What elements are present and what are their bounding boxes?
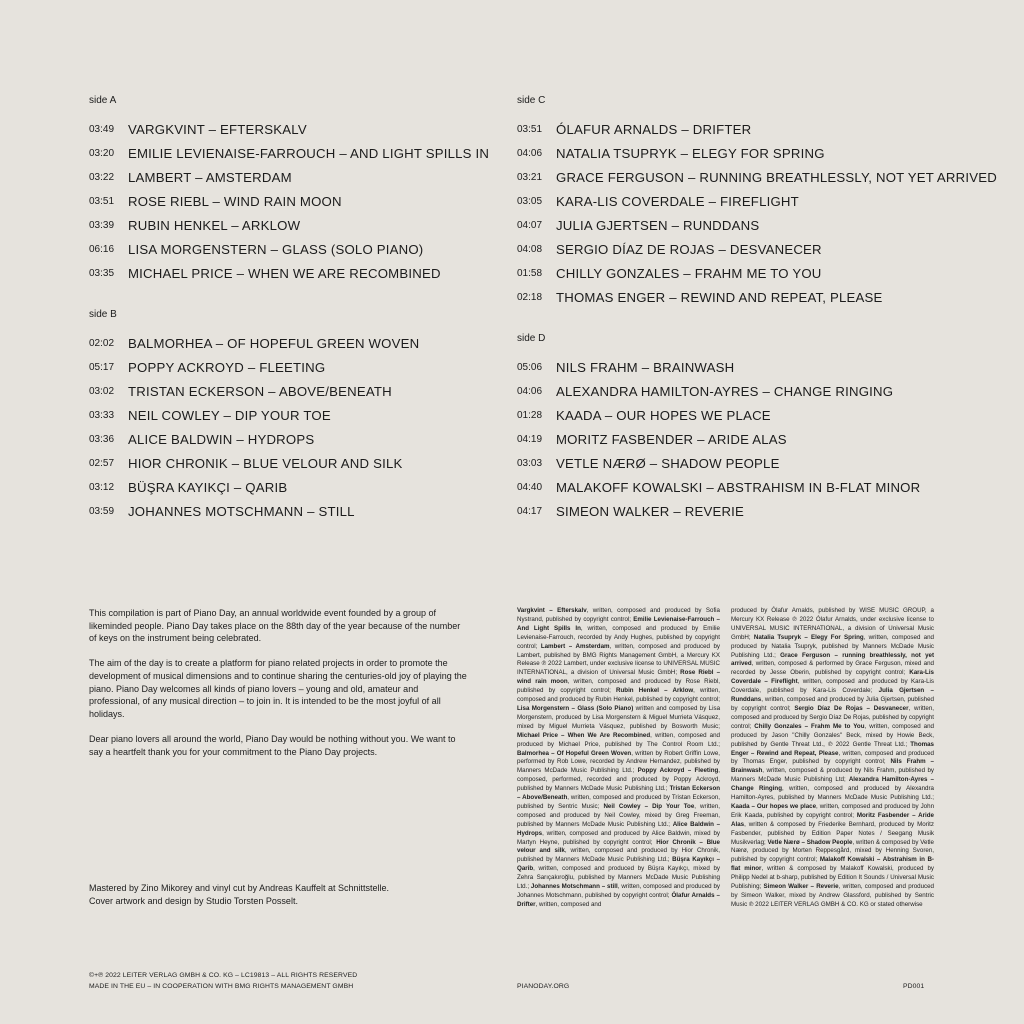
track-row	[89, 427, 519, 451]
credit-details: , written, composed and produced by Neil Cowley, mixed by Greg Freeman, published by Manners McDade Music Publishing Ltd.;	[517, 802, 720, 828]
track-duration: 03:59	[89, 505, 115, 517]
track-row	[517, 379, 947, 403]
track-title: MICHAEL PRICE – WHEN WE ARE RECOMBINED	[128, 265, 441, 281]
credit-details: , written, composed and produced by Julia Gjertsen, published by copyright control;	[731, 696, 934, 712]
credit-details: , written, composed and produced by Kara-Lis Coverdale, published by Kara-Lis Coverdale;	[731, 678, 934, 695]
design-line: Cover artwork and design by Studio Torsten Posselt.	[89, 895, 298, 906]
track-row	[517, 451, 947, 475]
track-title: BALMORHEA – OF HOPEFUL GREEN WOVEN	[128, 335, 420, 351]
credit-details: , written, composed and produced by Sofia Nystrand, published by copyright control;	[517, 607, 720, 623]
track-row	[517, 189, 1017, 213]
credit-track-name: Julia Gjertsen – Runddans	[731, 687, 934, 704]
credit-track-name: Neil Cowley – Dip Your Toe	[603, 802, 695, 810]
credit-details: , written, composed and produced by Michael Price, published by The Control Room Ltd.;	[517, 731, 720, 748]
credit-details: , written, composed and produced by Thomas Enger, published by copyright control;	[731, 749, 934, 766]
credit-track-name: Emilie Levienaise-Farrouch – And Light Spills In	[517, 615, 720, 632]
side-label: side B	[89, 309, 117, 320]
track-title: BÜŞRA KAYIKÇI – QARIB	[128, 479, 288, 495]
side-d-tracklist	[517, 333, 947, 523]
credit-details: , written, composed and produced by Rubin Henkel, published by copyright control;	[517, 687, 720, 704]
credit-details: , written, composed and produced by Sergio Díaz De Rojas, published by copyright control;	[731, 704, 934, 730]
track-duration: 03:02	[89, 385, 115, 397]
credit-details: , written, composed and produced by Emilie Levienaise-Farrouch, recorded by Andy Hughes, published by copyright control;	[517, 624, 720, 650]
credit-details: written and composed by Lisa Morgenstern, produced by Lisa Morgenstern & Miguel Murrieta Vásquez, mixed by Miguel Murrieta Vásquez, published by Bosworth Music;	[517, 704, 721, 730]
track-row	[89, 355, 519, 379]
track-duration: 03:36	[89, 433, 115, 445]
credit-track-name: Kaada – Our hopes we place	[731, 802, 817, 810]
track-duration: 06:16	[89, 243, 115, 255]
side-c-tracklist	[517, 95, 1017, 309]
track-duration: 02:02	[89, 337, 115, 349]
mastering-line: Mastered by Zino Mikorey and vinyl cut by Andreas Kauffelt at Schnittstelle.	[89, 883, 389, 893]
track-row	[89, 165, 519, 189]
track-duration: 05:06	[517, 361, 543, 373]
track-title: EMILIE LEVIENAISE-FARROUCH – AND LIGHT SPILLS IN	[128, 145, 490, 161]
track-title: ÓLAFUR ARNALDS – DRIFTER	[556, 121, 752, 137]
track-row	[89, 475, 519, 499]
credit-details: , written, composed and produced by Büşra Kayıkçı, mixed by Zehra Sarıçakıroğlu, published by Manners McDade Music Publishing Ltd.;	[517, 865, 720, 891]
intro-paragraph: Dear piano lovers all around the world, Piano Day would be nothing without you. We want to say a heartfelt thank you for your commitment to the Piano Day projects.	[89, 733, 456, 757]
credit-track-name: Moritz Fasbender – Aride Alas	[731, 811, 934, 828]
track-row	[517, 403, 947, 427]
track-duration: 02:18	[517, 291, 543, 303]
track-title: VARGKVINT – EFTERSKALV	[128, 121, 307, 137]
website-label: PIANODAY.ORG	[517, 983, 570, 990]
credit-details: , written, composed and produced by Natalia Tsupryk, published by Manners McDade Music Publishing Ltd.;	[731, 633, 934, 659]
track-duration: 03:49	[89, 123, 115, 135]
track-row	[89, 331, 519, 355]
credit-track-name: Balmorhea – Of Hopeful Green Woven	[517, 749, 632, 757]
credit-details: , written, composed and produced by Alice Baldwin, mixed by Martyn Heyne, published by copyright control;	[517, 829, 720, 846]
track-row	[517, 355, 947, 379]
track-title: LAMBERT – AMSTERDAM	[128, 169, 292, 185]
credit-track-name: Vargkvint – Efterskalv	[517, 607, 587, 614]
credit-details: , written, composed and produced by Alexandra Hamilton-Ayres, published by Manners McDade Music Publishing Ltd.;	[731, 785, 934, 802]
track-row	[89, 379, 519, 403]
side-label: side D	[517, 333, 546, 344]
track-duration: 04:40	[517, 481, 543, 493]
track-row	[89, 237, 519, 261]
track-duration: 04:06	[517, 147, 543, 159]
track-row	[89, 403, 519, 427]
track-title: ALEXANDRA HAMILTON-AYRES – CHANGE RINGING	[556, 383, 894, 399]
intro-paragraph: The aim of the day is to create a platform for piano related projects in order to promote the development of musical dimensions and to continue sharing the centuries-old joy of playing the piano. Piano Day welcomes all kinds of piano lovers – young and old, amateur and professional, of any musical direction – to join in. It is intended to be the most joyful of all holidays.	[89, 658, 467, 719]
track-duration: 03:03	[517, 457, 543, 469]
track-title: MALAKOFF KOWALSKI – ABSTRAHISM IN B-FLAT MINOR	[556, 479, 921, 495]
track-duration: 04:17	[517, 505, 543, 517]
credits-column-left	[517, 607, 720, 910]
mastering-credits	[89, 882, 469, 907]
credit-details: , written, composed and produced by Simeon Walker, mixed by Andrew Glassford, published by Sentric Music ℗ 2022 LEITER VERLAG GMBH & CO. KG or stated otherwise	[731, 883, 934, 908]
credit-track-name: Lambert – Amsterdam	[540, 642, 610, 650]
credit-track-name: Nils Frahm – Brainwash	[731, 758, 934, 775]
track-duration: 01:58	[517, 267, 543, 279]
track-row	[517, 285, 1017, 309]
credit-track-name: Simeon Walker – Reverie	[763, 883, 839, 891]
track-title: RUBIN HENKEL – ARKLOW	[128, 217, 301, 233]
credit-track-name: Lisa Morgenstern – Glass (Solo Piano)	[517, 704, 634, 712]
track-duration: 05:17	[89, 361, 115, 373]
track-duration: 03:33	[89, 409, 115, 421]
copyright-line: ©+℗ 2022 LEITER VERLAG GMBH & CO. KG – LC19813 – ALL RIGHTS RESERVED	[89, 972, 358, 979]
credit-details: produced by Ólafur Arnalds, published by WISE MUSIC GROUP, a Mercury KX Release ℗ 2022 Ólafur Arnalds, under exclusive license to UNIVERSAL MUSIC INTERNATIONAL, a division of Universal Music GmbH;	[731, 607, 934, 641]
track-title: LISA MORGENSTERN – GLASS (SOLO PIANO)	[128, 241, 424, 257]
credit-track-name: Malakoff Kowalski – Abstrahism in B-flat minor	[731, 856, 934, 873]
track-duration: 03:05	[517, 195, 543, 207]
credit-details: , written, composed and produced by Lambert, published by BMG Rights Management GmbH, a Mercury KX Release ℗ 2022 Lambert, under exclusive license to UNIVERSAL MUSIC INTERNATIONAL, a division of Universal Music GmbH;	[517, 642, 721, 677]
track-duration: 03:51	[517, 123, 543, 135]
track-row	[89, 189, 519, 213]
credit-details: , written, composed and	[535, 900, 602, 908]
credit-track-name: Thomas Enger – Rewind and Repeat, Please	[731, 740, 934, 757]
track-row	[89, 141, 519, 165]
track-title: CHILLY GONZALES – FRAHM ME TO YOU	[556, 265, 822, 281]
track-row	[89, 499, 519, 523]
credit-track-name: Johannes Motschmann – still	[530, 883, 618, 891]
credit-track-name: Alice Baldwin – Hydrops	[517, 820, 721, 837]
made-in-line: MADE IN THE EU – IN COOPERATION WITH BMG RIGHTS MANAGEMENT GMBH	[89, 983, 354, 990]
credit-track-name: Chilly Gonzales – Frahm Me to You	[754, 722, 865, 730]
credit-details: , written, composed and produced by Rose Riebl, published by copyright control;	[517, 678, 721, 695]
credit-track-name: Rubin Henkel – Arklow	[616, 687, 694, 695]
track-row	[517, 141, 1017, 165]
track-row	[517, 165, 1017, 189]
track-duration: 03:22	[89, 171, 115, 183]
track-row	[517, 261, 1017, 285]
credit-track-name: Kara-Lis Coverdale – Fireflight	[731, 669, 934, 686]
track-duration: 03:35	[89, 267, 115, 279]
track-title: ALICE BALDWIN – HYDROPS	[128, 431, 315, 447]
track-title: MORITZ FASBENDER – ARIDE ALAS	[556, 431, 787, 447]
credit-track-name: Sergio Díaz De Rojas – Desvanecer	[794, 704, 909, 712]
track-duration: 04:06	[517, 385, 543, 397]
track-duration: 03:39	[89, 219, 115, 231]
credit-track-name: Alexandra Hamilton-Ayres – Change Ringing	[731, 776, 934, 793]
track-row	[89, 117, 519, 141]
track-row	[517, 499, 947, 523]
track-title: SIMEON WALKER – REVERIE	[556, 503, 745, 519]
track-row	[517, 475, 947, 499]
credit-details: , written by Robert Griffin Lowe, performed by Rob Lowe, recorded by Andrew Hernandez, published by Manners McDade Music Publishing Ltd.;	[517, 749, 720, 775]
track-duration: 03:51	[89, 195, 115, 207]
credit-details: , written, composed & performed by Grace Ferguson, mixed and recorded by Jesse Oberin, published by copyright control;	[731, 660, 934, 677]
track-duration: 02:57	[89, 457, 115, 469]
credit-track-name: Ólafur Arnalds – Drifter	[517, 892, 720, 908]
side-label: side A	[89, 95, 117, 106]
track-title: NATALIA TSUPRYK – ELEGY FOR SPRING	[556, 145, 825, 161]
track-duration: 03:21	[517, 171, 543, 183]
credit-track-name: Natalia Tsupryk – Elegy For Spring	[753, 633, 864, 641]
track-row	[89, 451, 519, 475]
track-title: TRISTAN ECKERSON – ABOVE/BENEATH	[128, 383, 392, 399]
track-row	[89, 213, 519, 237]
intro-paragraph: This compilation is part of Piano Day, an annual worldwide event founded by a group of likeminded people. Piano Day takes place on the 88th day of the year because of the number of keys on the instrument being celebrated.	[89, 608, 461, 644]
track-title: KARA-LIS COVERDALE – FIREFLIGHT	[556, 193, 799, 209]
credits-column-right	[731, 607, 934, 910]
credit-track-name: Michael Price – When We Are Recombined	[517, 731, 651, 739]
credit-details: , written, composed and produced by John Erik Kaada, published by copyright control;	[731, 802, 935, 819]
credit-track-name: Rose Riebl – wind rain moon	[517, 669, 721, 686]
side-b-tracklist	[89, 309, 519, 523]
track-title: NEIL COWLEY – DIP YOUR TOE	[128, 407, 331, 423]
credit-details: , written & composed by Friederike Bernhard, produced by Moritz Fasbender, published by Edition Paper Notes / Seegang Musik Musikverlag;	[731, 820, 934, 846]
side-label: side C	[517, 95, 546, 106]
track-title: GRACE FERGUSON – RUNNING BREATHLESSLY, NOT YET ARRIVED	[556, 169, 997, 185]
side-a-tracklist	[89, 95, 519, 285]
copyright-footer	[89, 970, 357, 992]
credit-track-name: Hior Chronik – Blue velour and silk	[517, 838, 720, 855]
credit-track-name: Tristan Eckerson – Above/Beneath	[517, 785, 720, 802]
track-duration: 03:20	[89, 147, 115, 159]
credit-details: , written, composed and produced by Tristan Eckerson, published by Sentric Music;	[517, 794, 720, 810]
credit-track-name: Poppy Ackroyd – Fleeting	[637, 767, 719, 775]
track-title: KAADA – OUR HOPES WE PLACE	[556, 407, 771, 423]
credit-track-name: Grace Ferguson – running breathlessly, not yet arrived	[731, 651, 935, 668]
track-title: JULIA GJERTSEN – RUNDDANS	[556, 217, 760, 233]
track-title: THOMAS ENGER – REWIND AND REPEAT, PLEASE	[556, 289, 883, 305]
credit-details: , written, composed and produced by Hior Chronik, published by Manners McDade Music Publishing Ltd.;	[517, 847, 720, 864]
catalog-number: PD001	[903, 983, 925, 990]
track-row	[517, 237, 1017, 261]
track-duration: 01:28	[517, 409, 543, 421]
credit-details: , composed, performed, recorded and produced by Poppy Ackroyd, published by Manners McDade Music Publishing Ltd.;	[517, 767, 720, 793]
track-duration: 04:07	[517, 219, 543, 231]
credit-track-name: Vetle Nærø – Shadow People	[767, 838, 853, 846]
track-duration: 03:12	[89, 481, 115, 493]
track-title: NILS FRAHM – BRAINWASH	[556, 359, 735, 375]
credit-track-name: Büşra Kayıkçı – Qarib	[517, 856, 721, 873]
track-title: SERGIO DÍAZ DE ROJAS – DESVANECER	[556, 241, 822, 257]
credit-details: , written, composed and produced by Jason "Chilly Gonzales" Beck, mixed by Howie Beck, published by Gentle Threat Ltd., ℗ 2022 Gentle Threat Ltd.;	[731, 722, 934, 748]
track-row	[517, 213, 1017, 237]
track-title: VETLE NÆRØ – SHADOW PEOPLE	[556, 455, 780, 471]
track-title: JOHANNES MOTSCHMANN – STILL	[128, 503, 355, 519]
intro-text	[89, 607, 469, 771]
credit-details: , written, composed and produced by Johannes Motschmann, published by copyright control;	[517, 883, 720, 899]
credit-details: , written, composed & produced by Nils Frahm, published by Manners McDade Music Publishing Ltd;	[731, 767, 934, 784]
track-row	[517, 117, 1017, 141]
track-duration: 04:19	[517, 433, 543, 445]
credit-details: , written & composed by Vetle Nærø, produced by Morten Reppesgård, mixed by Henning Svoren, published by copyright control;	[731, 838, 934, 864]
track-duration: 04:08	[517, 243, 543, 255]
track-row	[89, 261, 519, 285]
track-title: HIOR CHRONIK – BLUE VELOUR AND SILK	[128, 455, 403, 471]
track-row	[517, 427, 947, 451]
track-title: POPPY ACKROYD – FLEETING	[128, 359, 326, 375]
credit-details: , written & composed by Malakoff Kowalski, produced by Philipp Nedel at b-sharp, published by Edition It Sounds / Universal Music Publishing;	[731, 865, 934, 891]
track-title: ROSE RIEBL – WIND RAIN MOON	[128, 193, 342, 209]
